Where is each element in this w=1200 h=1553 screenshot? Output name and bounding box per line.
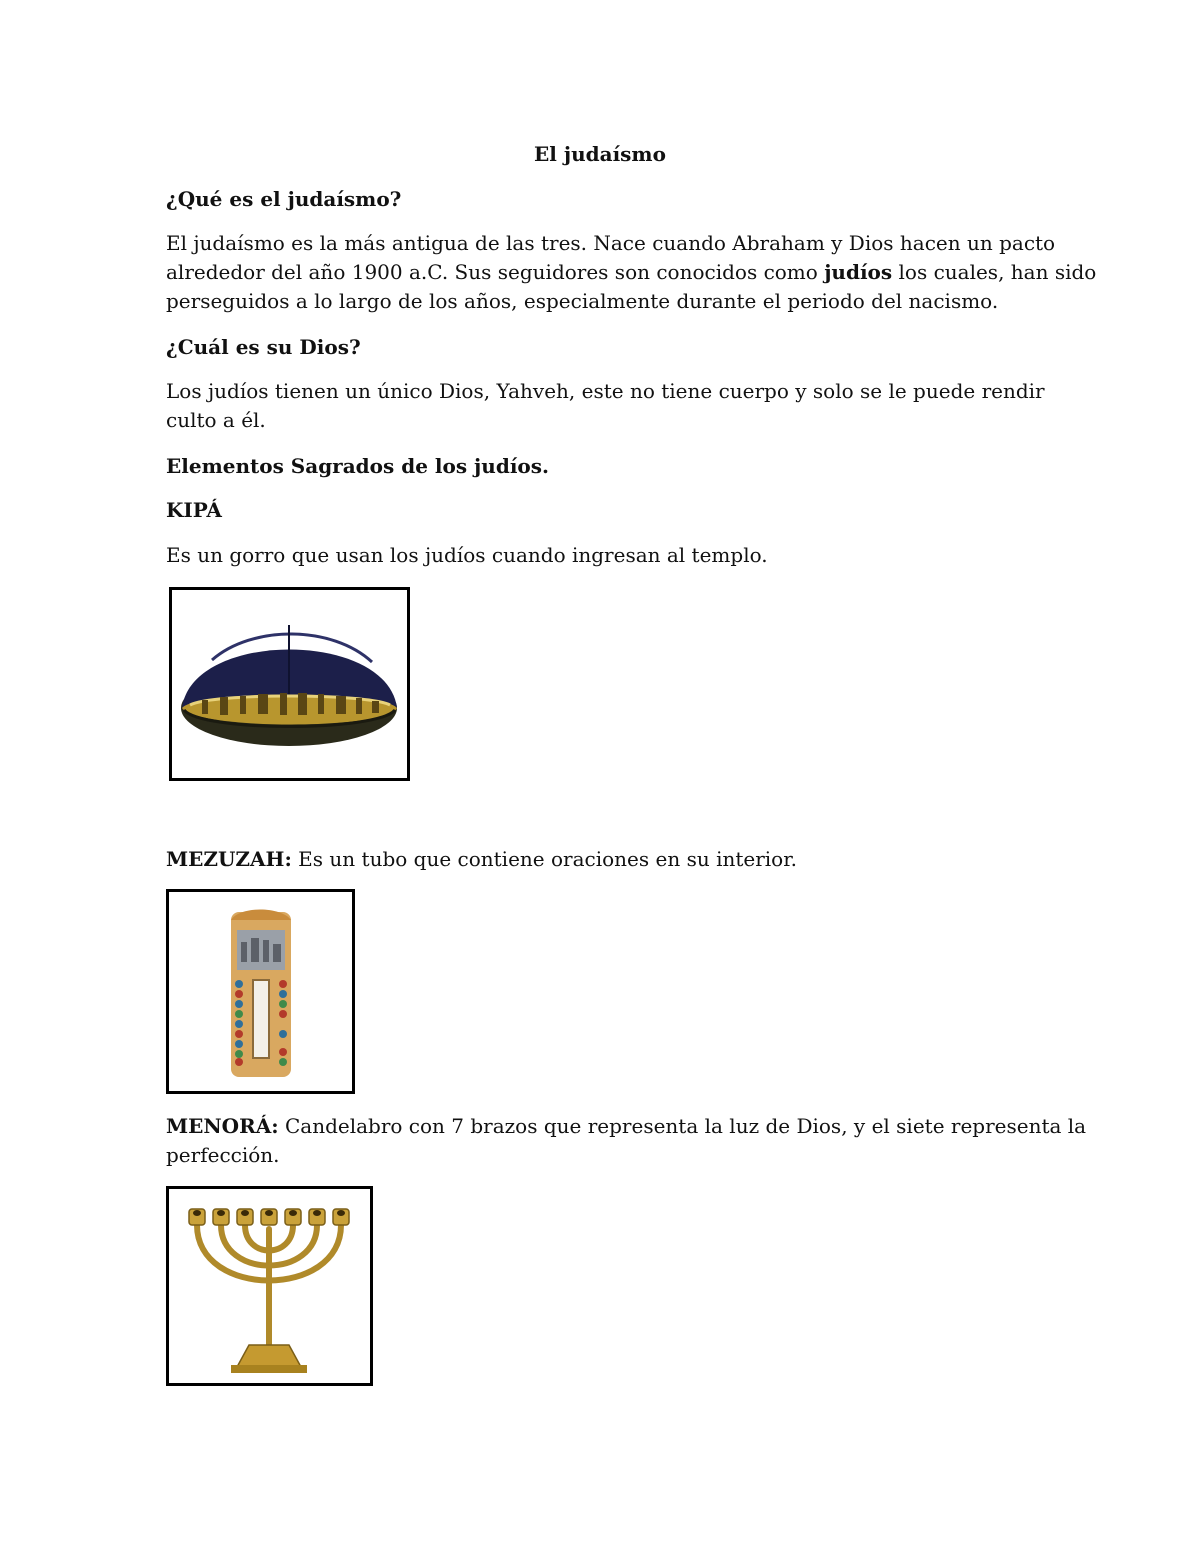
mezuzah-icon xyxy=(169,892,352,1091)
kipa-label: KIPÁ xyxy=(166,498,222,522)
menora-label: MENORÁ: xyxy=(166,1114,279,1138)
paragraph-line: perfección. xyxy=(166,1143,280,1167)
heading-what-is-judaism: ¿Qué es el judaísmo? xyxy=(166,187,402,211)
kipa-icon xyxy=(172,590,407,778)
heading-sacred-elements: Elementos Sagrados de los judíos. xyxy=(166,454,549,478)
text-span: alrededor del año 1900 a.C. Sus seguidores son conocidos como xyxy=(166,260,825,284)
mezuzah-description: Es un tubo que contiene oraciones en su interior. xyxy=(291,847,797,871)
mezuzah-label: MEZUZAH: xyxy=(166,847,292,871)
mezuzah-line xyxy=(166,845,1046,874)
paragraph-line: Los judíos tienen un único Dios, Yahveh, este no tiene cuerpo y solo se le puede rendir xyxy=(166,379,1045,403)
mezuzah-image xyxy=(166,889,355,1094)
paragraph-line: El judaísmo es la más antigua de las tres. Nace cuando Abraham y Dios hacen un pacto xyxy=(166,231,1056,255)
kipa-description: Es un gorro que usan los judíos cuando ingresan al templo. xyxy=(166,543,768,567)
bold-term-judios: judíos xyxy=(824,260,893,284)
paragraph-line: perseguidos a lo largo de los años, especialmente durante el periodo del nacismo. xyxy=(166,289,999,313)
menora-line xyxy=(166,1112,1087,1141)
paragraph-line xyxy=(166,258,1097,287)
menora-image xyxy=(166,1186,373,1386)
menora-icon xyxy=(169,1189,370,1383)
paragraph-line: culto a él. xyxy=(166,408,266,432)
kipa-image xyxy=(169,587,410,781)
document-title: El judaísmo xyxy=(534,142,666,166)
heading-their-god: ¿Cuál es su Dios? xyxy=(166,335,361,359)
text-span: los cuales, han sido xyxy=(892,260,1097,284)
menora-description: Candelabro con 7 brazos que representa la luz de Dios, y el siete representa la xyxy=(278,1114,1087,1138)
